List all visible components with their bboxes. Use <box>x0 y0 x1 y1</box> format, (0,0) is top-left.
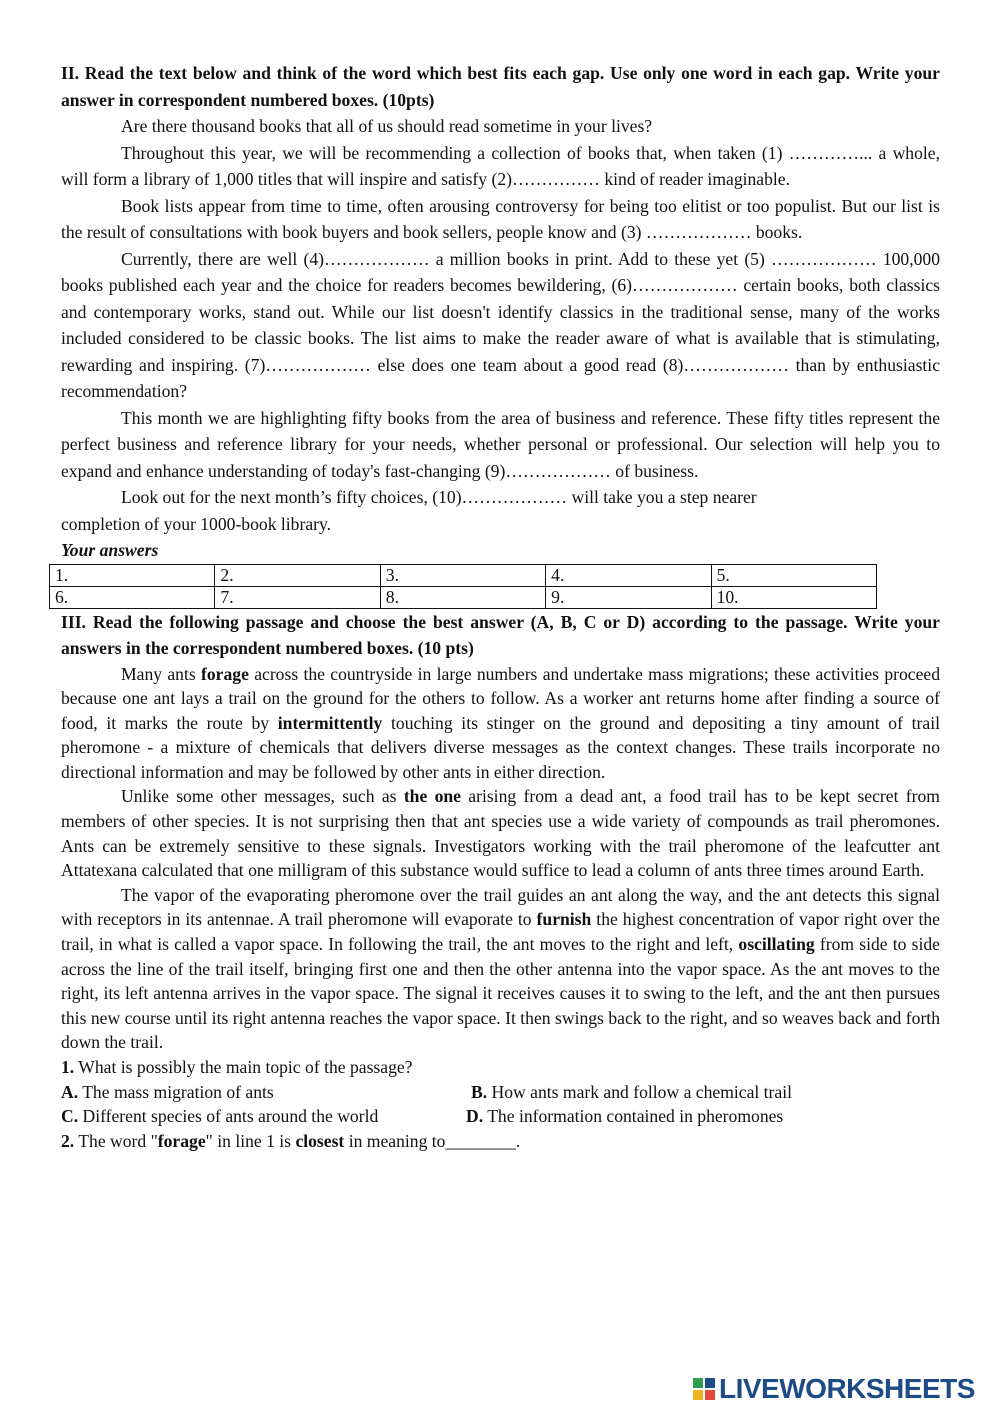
option-letter: D. <box>466 1106 484 1127</box>
section3-heading: III. Read the following passage and choose the best answer (A, B, C or D) according to the passage. Write your answers in the correspondent numbered boxes. (10 pts) <box>61 611 940 658</box>
option-text: The information contained in pheromones <box>483 1106 784 1127</box>
question-2 <box>61 1129 940 1154</box>
option-text: Different species of ants around the world <box>78 1106 379 1127</box>
answer-box-1[interactable]: 1. <box>50 564 215 586</box>
passage-paragraph-3 <box>61 883 940 1055</box>
answer-box-3[interactable]: 3. <box>380 564 545 586</box>
question-text: What is possibly the main topic of the passage? <box>74 1057 413 1077</box>
section2-paragraph-6-line1: Look out for the next month’s fifty choices, (10)……………… will take you a step nearer <box>121 487 757 507</box>
your-answers-label: Your answers <box>61 540 159 560</box>
option-a[interactable] <box>61 1080 471 1105</box>
option-text: How ants mark and follow a chemical trail <box>487 1081 792 1102</box>
option-letter: B. <box>471 1081 488 1102</box>
liveworksheets-logo-icon <box>693 1378 715 1400</box>
section2-paragraph-4: Currently, there are well (4)……………… a million books in print. Add to these yet (5) ……………… 100,000 books published each year and the choice for readers becomes bewildering, (6)……………… certain books, both classics and contemporary works, stand out. While our list doesn't identify classics in the traditional sense, many of the works included considered to be classic books. The list aims to make the reader aware of what is available that is stimulating, rewarding and inspiring. (7)……………… else does one team about a good read (8)……………… than by enthusiastic recommendation? <box>61 248 940 401</box>
key-word-forage: forage <box>157 1130 206 1151</box>
option-d[interactable] <box>466 1104 783 1129</box>
answer-box-8[interactable]: 8. <box>380 586 545 608</box>
option-letter: C. <box>61 1106 79 1127</box>
section2-paragraph-6-line2: completion of your 1000-book library. <box>61 513 332 534</box>
section2-paragraph-3: Book lists appear from time to time, often arousing controversy for being too elitist or too populist. But our list is the result of consultations with book buyers and book sellers, people know and (3) ……………… books. <box>61 195 940 242</box>
answer-box-5[interactable]: 5. <box>711 564 876 586</box>
answer-row <box>50 564 877 586</box>
section2-paragraph-2: Throughout this year, we will be recommending a collection of books that, when taken (1) …………... a whole, will form a library of 1,000 titles that will inspire and satisfy (2)…………… kind of reader imaginable. <box>61 142 940 189</box>
question-number: 2. <box>61 1130 75 1151</box>
answer-table <box>49 564 877 609</box>
passage-paragraph-2 <box>61 784 940 882</box>
key-word-furnish: furnish <box>536 909 592 930</box>
text-run: the highest concentration of vapor right over the trail, in what is called a vapor space. In following the trail, the ant moves to the right and left, <box>61 909 940 955</box>
section2-paragraph-5: This month we are highlighting fifty books from the area of business and reference. These fifty titles represent the perfect business and reference library for your needs, whether personal or professional. Our selection will help you to expand and enhance understanding of today's fast-changing (9)……………… of business. <box>61 407 940 481</box>
logo-text: LIVEWORKSHEETS <box>719 1373 975 1404</box>
text-run: touching its stinger on the ground and depositing a tiny amount of trail pheromone - a mixture of chemicals that delivers diverse messages as the context changes. These trails incorporate no directional information and may be followed by other ants in either direction. <box>61 712 940 782</box>
answer-box-4[interactable]: 4. <box>546 564 711 586</box>
key-word-the-one: the one <box>403 786 461 807</box>
answer-box-9[interactable]: 9. <box>546 586 711 608</box>
key-word-intermittently: intermittently <box>277 712 383 733</box>
key-word-oscillating: oscillating <box>738 934 815 955</box>
text-run: across the countryside in large numbers and undertake mass migrations; these activities proceed because one ant lays a trail on the ground for the others to follow. As a worker ant returns home after finding a source of food, it marks the route by <box>61 663 941 733</box>
option-letter: A. <box>61 1081 79 1102</box>
text-run: Unlike some other messages, such as <box>121 786 404 807</box>
answer-box-2[interactable]: 2. <box>215 564 380 586</box>
text-run: from side to side across the line of the trail itself, bringing first one and then the other antenna into the vapor space. As the ant moves to the right, its left antenna arrives in the vapor space. The signal it receives causes it to swing to the left, and the ant then pursues this new course until its right antenna reaches the vapor space. It then swings back to the right, and so weaves back and forth down the trail. <box>61 934 940 1053</box>
section2-heading: II. Read the text below and think of the word which best fits each gap. Use only one word in each gap. Write your answer in correspondent numbered boxes. (10pts) <box>61 63 940 110</box>
answer-box-6[interactable]: 6. <box>50 586 215 608</box>
text-run: The vapor of the evaporating pheromone over the trail guides an ant along the way, and the ant detects this signal with receptors in its antennae. A trail pheromone will evaporate to <box>61 884 940 930</box>
text-run: The word " <box>74 1130 158 1151</box>
options-row <box>61 1104 940 1129</box>
answer-row <box>50 586 877 608</box>
passage-paragraph-1 <box>61 662 940 785</box>
section2-paragraph-1: Are there thousand books that all of us should read sometime in your lives? <box>121 116 653 136</box>
question-number: 1. <box>61 1057 75 1077</box>
answer-box-7[interactable]: 7. <box>215 586 380 608</box>
worksheet-page <box>55 60 941 1153</box>
option-text: The mass migration of ants <box>78 1081 274 1102</box>
text-run: arising from a dead ant, a food trail has to be kept secret from members of other species. It is not surprising then that ant species use a wide variety of compounds as trail pheromones. Ants can be extremely sensitive to these signals. Investigators working with the trail pheromone of the leafcutter ant Attatexana calculated that one milligram of this substance would suffice to lead a column of ants three times around Earth. <box>61 786 940 881</box>
text-run: in meaning to________. <box>344 1130 521 1151</box>
answer-box-10[interactable]: 10. <box>711 586 876 608</box>
key-word-closest: closest <box>295 1130 345 1151</box>
key-word-forage: forage <box>201 663 249 684</box>
option-c[interactable] <box>61 1104 466 1129</box>
text-run: Many ants <box>121 663 202 684</box>
liveworksheets-logo <box>693 1373 975 1404</box>
option-b[interactable] <box>471 1080 792 1105</box>
question-1 <box>61 1055 940 1080</box>
text-run: " in line 1 is <box>205 1130 296 1151</box>
options-row <box>61 1080 940 1105</box>
